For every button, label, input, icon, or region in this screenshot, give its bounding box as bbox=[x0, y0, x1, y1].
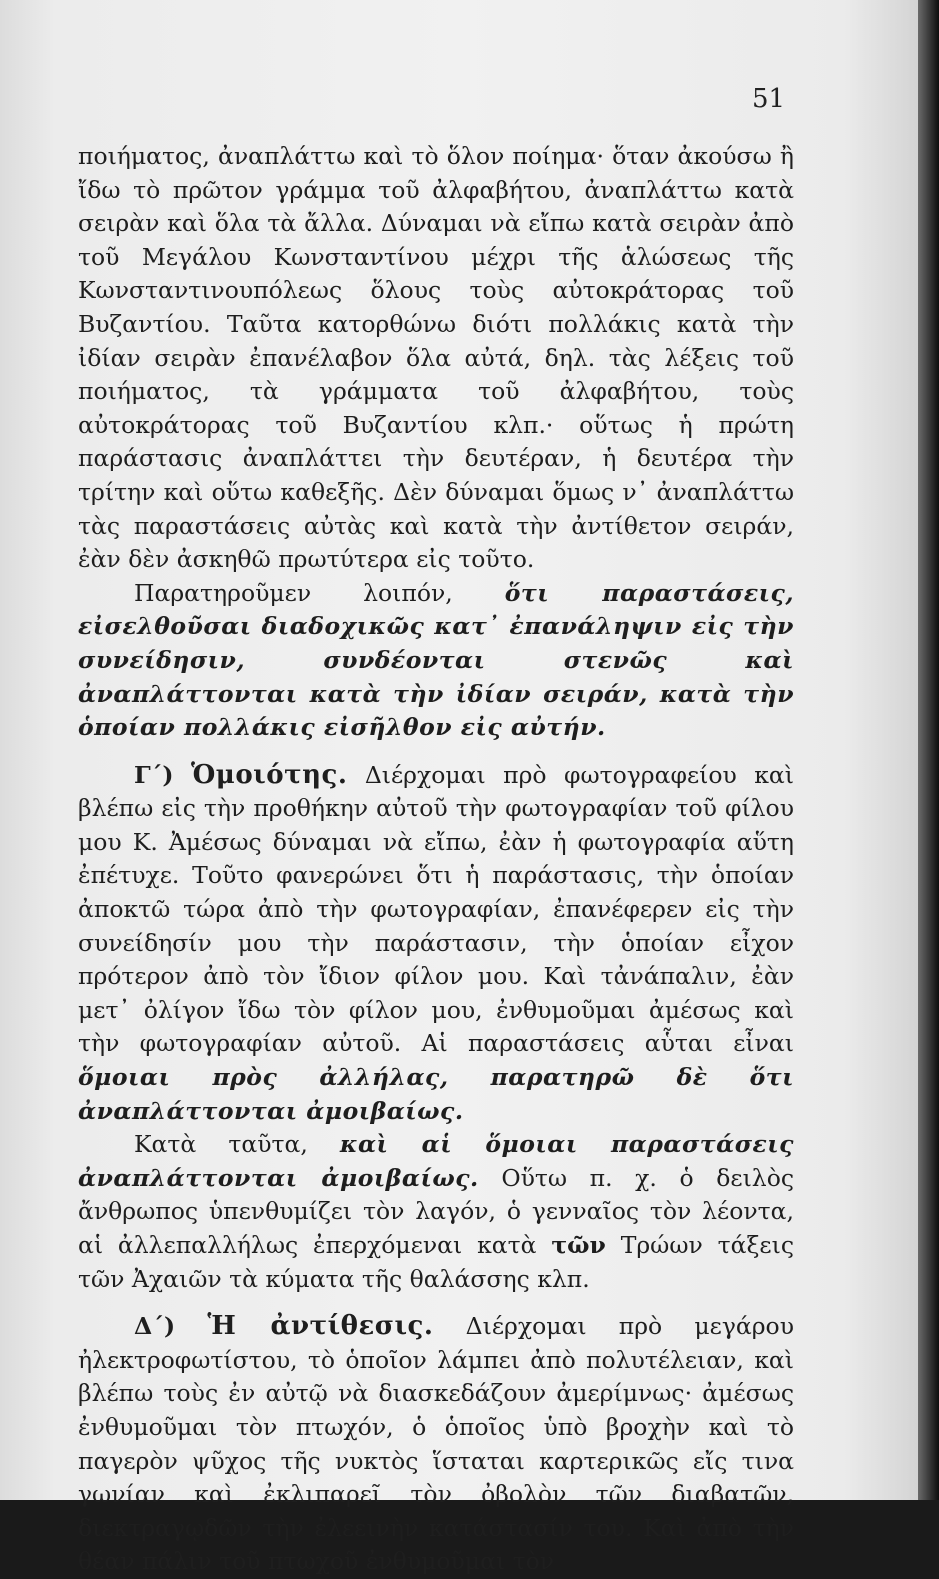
section-contrast bbox=[78, 1310, 794, 1579]
paragraph-text-end: Τρώων τάξεις τῶν Ἀχαιῶν τὰ κύματα τῆς θαλάσσης κλπ. bbox=[78, 1231, 794, 1293]
emphasized-principle: καὶ αἱ ὅμοιαι παραστάσεις ἀναπλάττονται ἀμοιβαίως. bbox=[78, 1130, 794, 1192]
section-title: Ὁμοιότης. bbox=[191, 759, 348, 790]
section-text: Διέρχομαι πρὸ μεγάρου ἠλεκτροφωτίστου, τὸ ὁποῖον λάμπει ἀπὸ πολυτέλειαν, καὶ βλέπω τοὺς ἐν αὐτῷ νὰ διασκεδάζουν ἀμερίμνως· ἀμέσως ἐνθυμοῦμαι τὸν πτωχόν, ὁ ὁποῖος ὑπὸ βροχὴν καὶ τὸ παγερὸν ψῦχος τῆς νυκτὸς ἵσταται καρτερικῶς εἴς τινα γωνίαν καὶ ἐκλιπαρεῖ τὸν ὀβολὸν τῶν διαβατῶν, διεκτραγῳδῶν τὴν ἐλεεινὴν κατάστασίν του. Καὶ ἀπὸ τὴν θέαν πάλιν τοῦ πτωχοῦ ἐνθυμοῦμαι τὸν bbox=[78, 1312, 794, 1576]
page-edge-shadow bbox=[918, 0, 939, 1500]
paragraph-lead: Κατὰ ταῦτα, bbox=[134, 1130, 308, 1159]
paragraph-lead: Παρατηροῦμεν λοιπόν, bbox=[134, 578, 453, 607]
section-label: Δ΄) bbox=[134, 1312, 176, 1341]
paragraph-conclusion bbox=[78, 1128, 794, 1296]
paragraph-text: ποιήματος, ἀναπλάττω καὶ τὸ ὅλον ποίημα· ὅταν ἀκούσω ἢ ἴδω τὸ πρῶτον γράμμα τοῦ ἀλφαβήτου, ἀναπλάττω κατὰ σειρὰν καὶ ὅλα τὰ ἄλλα. Δύναμαι νὰ εἴπω κατὰ σειρὰν ἀπὸ τοῦ Μεγάλου Κωνσταντίνου μέχρι τῆς ἁλώσεως τῆς Κωνσταντινουπόλεως ὅλους τοὺς αὐτοκράτορας τοῦ Βυζαντίου. Ταῦτα κατορθώνω διότι πολλάκις κατὰ τὴν ἰδίαν σειρὰν ἐπανέλαβον ὅλα αὐτά, δηλ. τὰς λέξεις τοῦ ποιήματος, τὰ γράμματα τοῦ ἀλφαβήτου, τοὺς αὐτοκράτορας τοῦ Βυζαντίου κλπ.· οὕτως ἡ πρώτη παράστασις ἀναπλάττει τὴν δευτέραν, ἡ δευτέρα τὴν τρίτην καὶ οὕτω καθεξῆς. Δὲν δύναμαι ὅμως ν᾿ ἀναπλάττω τὰς παραστάσεις αὐτὰς καὶ κατὰ τὴν ἀντίθετον σειράν, ἐὰν δὲν ἀσκηθῶ πρωτύτερα εἰς τοῦτο. bbox=[78, 142, 794, 574]
paragraph-memory-order bbox=[78, 140, 794, 577]
section-text: Διέρχομαι πρὸ φωτογραφείου καὶ βλέπω εἰς τὴν προθήκην αὐτοῦ τὴν φωτογραφίαν τοῦ φίλου μου Κ. Ἀμέσως δύναμαι νὰ εἴπω, ἐὰν ἡ φωτογραφία αὕτη ἐπέτυχε. Τοῦτο φανερώνει ὅτι ἡ παράστασις, τὴν ὁποίαν ἀποκτῶ τώρα ἀπὸ τὴν φωτογραφίαν, ἐπανέφερεν εἰς τὴν συνείδησίν μου τὴν παράστασιν, τὴν ὁποίαν εἶχον πρότερον ἀπὸ τὸν ἴδιον φίλον μου. Καὶ τἀνάπαλιν, ἐὰν μετ᾿ ὀλίγον ἴδω τὸν φίλον μου, ἐνθυμοῦμαι ἀμέσως καὶ τὴν φωτογραφίαν αὐτοῦ. Αἱ παραστάσεις αὗται εἶναι bbox=[78, 760, 794, 1058]
emphasized-principle: ὅτι παραστάσεις, εἰσελθοῦσαι διαδοχικῶς κατ᾿ ἐπανάληψιν εἰς τὴν συνείδησιν, συνδέονται στενῶς καὶ ἀναπλάττονται κατὰ τὴν ἰδίαν σειράν, κατὰ τὴν ὁποίαν πολλάκις εἰσῆλθον εἰς αὐτήν. bbox=[78, 578, 794, 742]
paragraph-observation bbox=[78, 577, 794, 745]
section-label: Γ΄) bbox=[134, 760, 174, 789]
page-number: 51 bbox=[752, 84, 786, 114]
emphasized-principle: ὅμοιαι πρὸς ἀλλήλας, παρατηρῶ δὲ ὅτι ἀναπλάττονται ἀμοιβαίως. bbox=[78, 1063, 794, 1125]
body-text bbox=[78, 140, 794, 1579]
section-title: Ἡ ἀντίθεσις. bbox=[207, 1311, 434, 1342]
paragraph-text: Οὕτω π. χ. ὁ δειλὸς ἄνθρωπος ὑπενθυμίζει τὸν λαγόν, ὁ γενναῖος τὸν λέοντα, αἱ ἀλλεπαλλήλως ἐπερχόμεναι κατὰ bbox=[78, 1163, 795, 1259]
bold-word: τῶν bbox=[551, 1231, 606, 1259]
section-similarity bbox=[78, 759, 794, 1129]
